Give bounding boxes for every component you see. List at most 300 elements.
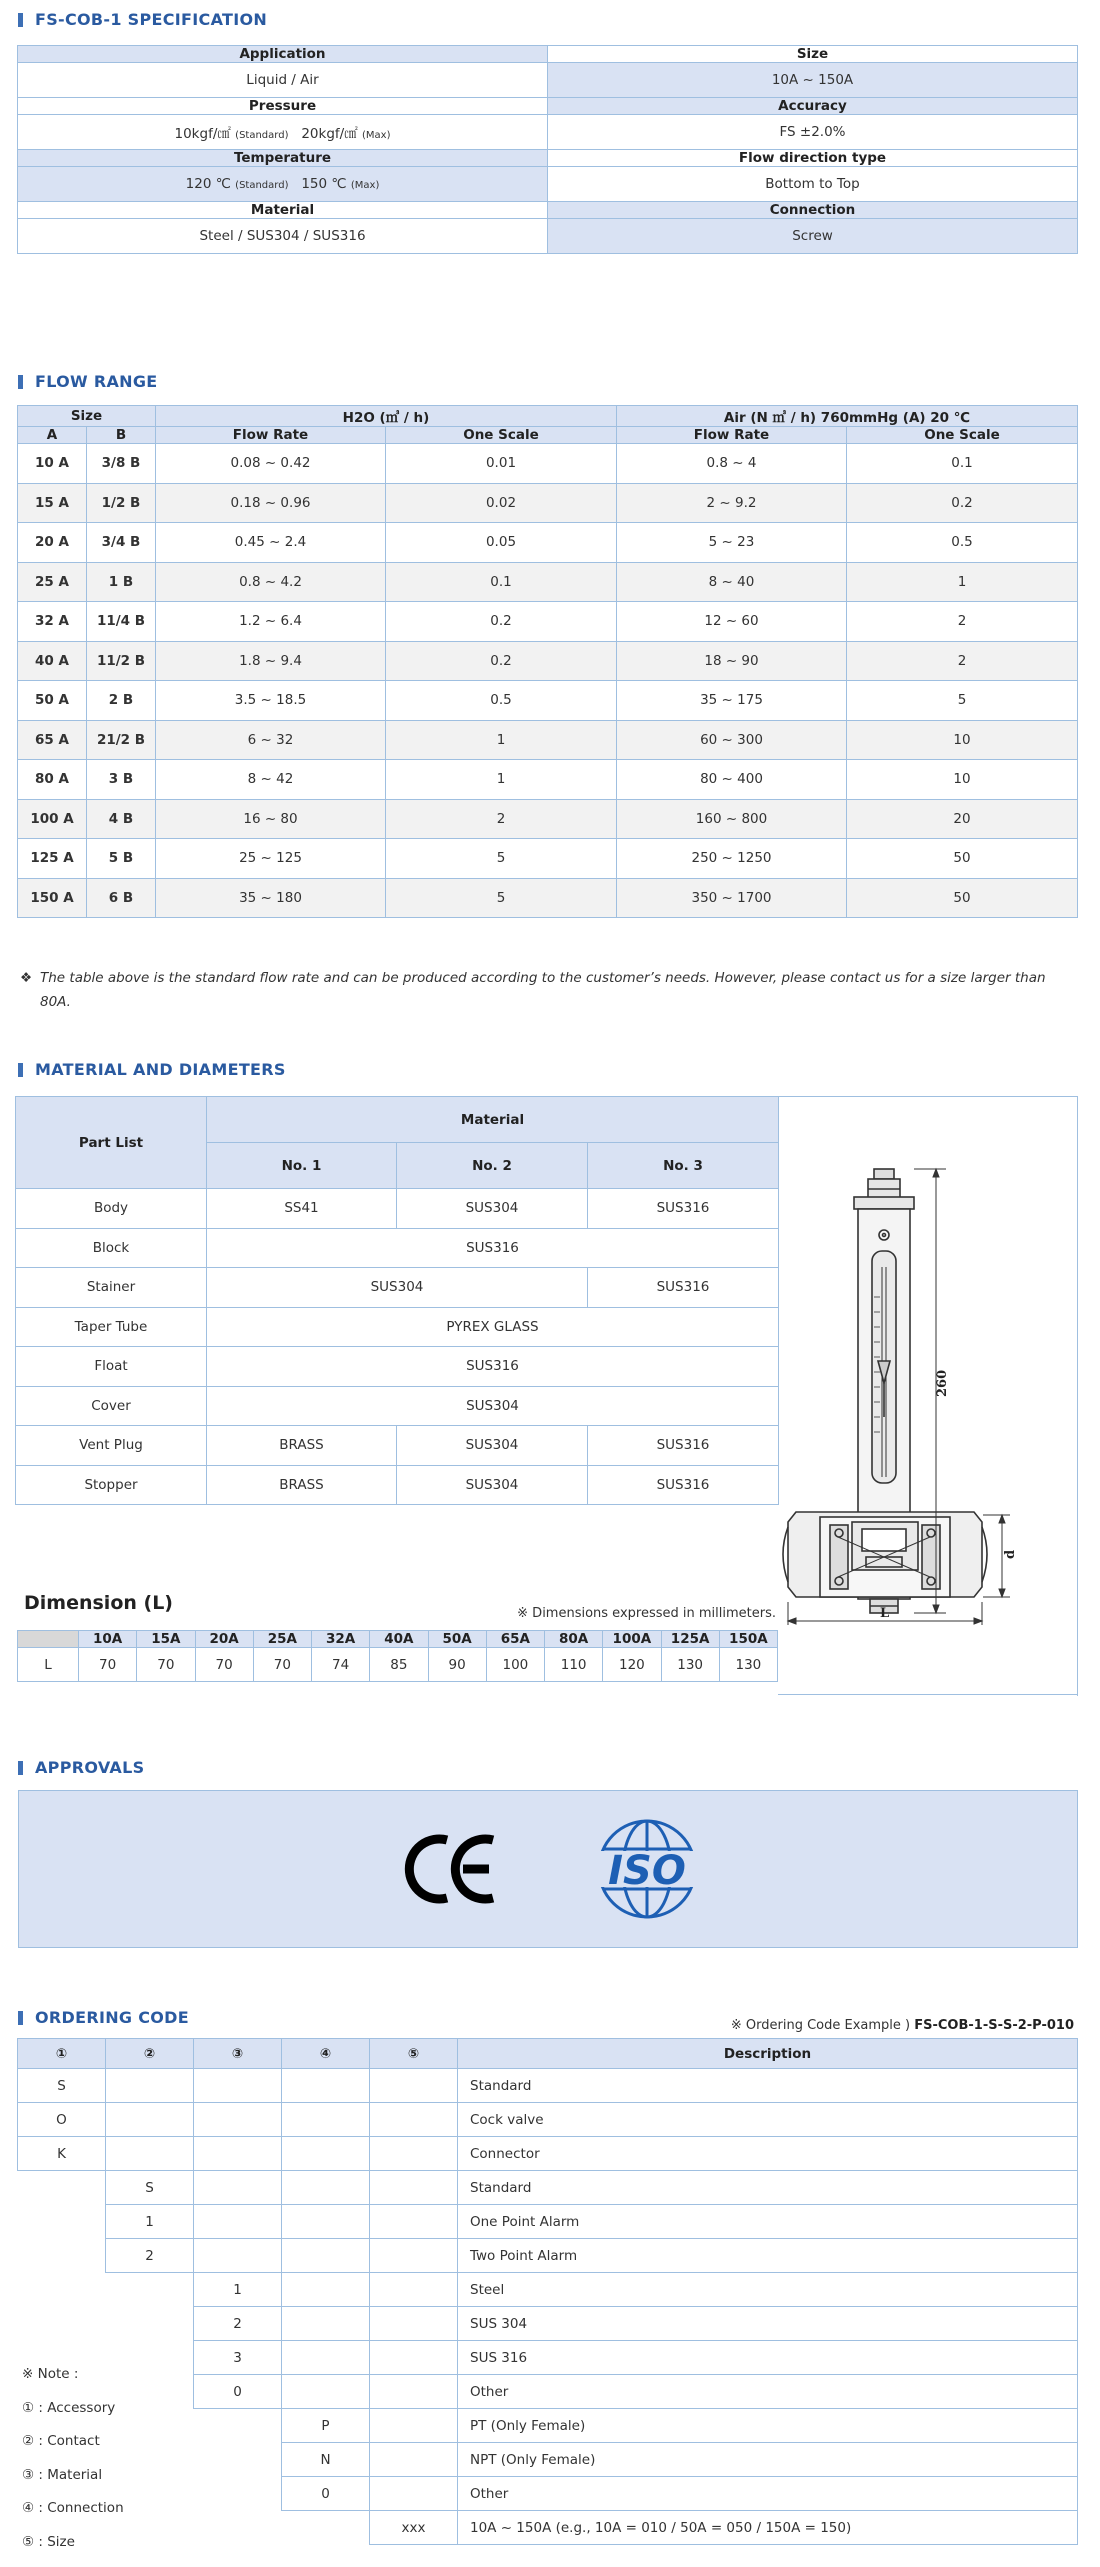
ord-empty	[18, 2239, 106, 2273]
note-text: The table above is the standard flow rate and can be produced according to the customer’s needs. However, please contact us for a size larger than 80A.	[40, 970, 1046, 1010]
spec-value: Liquid / Air	[18, 63, 548, 98]
ord-empty	[194, 2205, 282, 2239]
flow-cell: 0.2	[386, 641, 617, 681]
approval-logos	[19, 1791, 1079, 1949]
ord-empty	[194, 2069, 282, 2103]
note-item: ③ : Material	[22, 2466, 103, 2483]
ord-desc: Connector	[458, 2137, 1078, 2171]
flow-title-text: FLOW RANGE	[35, 372, 158, 391]
ord-empty	[370, 2273, 458, 2307]
ord-empty	[370, 2443, 458, 2477]
ord-desc: Steel	[458, 2273, 1078, 2307]
section-title-ordering	[18, 2008, 189, 2027]
value-sub: (Max)	[362, 130, 391, 141]
mat-h-no1: No. 1	[207, 1143, 397, 1189]
ord-desc: Cock valve	[458, 2103, 1078, 2137]
flow-cell: 10 A	[18, 444, 87, 484]
mat-part: Taper Tube	[16, 1307, 207, 1347]
ord-empty	[18, 2171, 106, 2205]
flow-cell: 0.05	[386, 523, 617, 563]
flow-row	[18, 760, 1078, 800]
ord-empty	[282, 2239, 370, 2273]
flow-cell: 100 A	[18, 799, 87, 839]
ord-desc: PT (Only Female)	[458, 2409, 1078, 2443]
ordering-row	[18, 2341, 1078, 2375]
ord-code: 0	[194, 2375, 282, 2409]
flow-cell: 40 A	[18, 641, 87, 681]
section-title-flow	[18, 372, 158, 391]
flow-cell: 1	[386, 760, 617, 800]
ordering-row	[18, 2477, 1078, 2511]
flow-h-scale: One Scale	[847, 427, 1078, 444]
ordering-row	[18, 2137, 1078, 2171]
ord-empty	[282, 2205, 370, 2239]
flow-row	[18, 523, 1078, 563]
flow-cell: 0.1	[386, 562, 617, 602]
ordering-row	[18, 2443, 1078, 2477]
spec-value: FS ±2.0%	[548, 115, 1078, 150]
ord-code: 3	[194, 2341, 282, 2375]
mat-cell: SUS316	[207, 1347, 779, 1387]
flow-cell: 4 B	[87, 799, 156, 839]
flow-cell: 5	[386, 839, 617, 879]
ord-empty	[282, 2307, 370, 2341]
ord-code: xxx	[370, 2511, 458, 2545]
mat-cell: SUS304	[397, 1426, 588, 1466]
flow-cell: 8 ~ 42	[156, 760, 386, 800]
flow-row	[18, 483, 1078, 523]
ord-empty	[194, 2171, 282, 2205]
flow-cell: 0.5	[847, 523, 1078, 563]
dim-corner	[18, 1631, 79, 1648]
ordering-title-text: ORDERING CODE	[35, 2008, 189, 2027]
flow-row	[18, 839, 1078, 879]
iso-logo-icon	[589, 1821, 705, 1917]
ordering-row	[18, 2273, 1078, 2307]
material-table	[15, 1096, 779, 1505]
example-prefix: ※ Ordering Code Example )	[730, 2018, 915, 2033]
ord-desc: 10A ~ 150A (e.g., 10A = 010 / 50A = 050 / 150A = 150)	[458, 2511, 1078, 2545]
mat-cell: SUS304	[207, 1386, 779, 1426]
spec-label: Size	[548, 46, 1078, 63]
mat-part: Cover	[16, 1386, 207, 1426]
value-sub: (Max)	[350, 180, 380, 191]
flow-cell: 25 ~ 125	[156, 839, 386, 879]
ord-code: S	[106, 2171, 194, 2205]
ord-empty	[18, 2273, 106, 2307]
mat-part: Stainer	[16, 1268, 207, 1308]
ordering-row	[18, 2069, 1078, 2103]
ordering-row	[18, 2239, 1078, 2273]
note-item: ① : Accessory	[22, 2399, 116, 2416]
flow-cell: 21/2 B	[87, 720, 156, 760]
flow-cell: 0.5	[386, 681, 617, 721]
dim-value: 90	[428, 1648, 486, 1682]
spec-value-temperature	[18, 167, 548, 202]
dim-value: 120	[603, 1648, 661, 1682]
flow-cell: 150 A	[18, 878, 87, 918]
flow-cell: 6 B	[87, 878, 156, 918]
dim-size: 15A	[137, 1631, 195, 1648]
mat-part: Stopper	[16, 1465, 207, 1505]
ord-empty	[194, 2103, 282, 2137]
flow-cell: 5	[847, 681, 1078, 721]
flow-h-b: B	[87, 427, 156, 444]
flow-cell: 65 A	[18, 720, 87, 760]
flowmeter-drawing	[778, 1097, 1078, 1697]
ord-desc: Other	[458, 2477, 1078, 2511]
ord-empty	[282, 2103, 370, 2137]
mat-part: Float	[16, 1347, 207, 1387]
flow-cell: 20	[847, 799, 1078, 839]
ord-empty	[282, 2273, 370, 2307]
mat-cell: SUS304	[207, 1268, 588, 1308]
ord-desc: SUS 304	[458, 2307, 1078, 2341]
note-item: ② : Contact	[22, 2433, 100, 2449]
flow-h-air: Air (N ㎥ / h) 760mmHg (A) 20 ℃	[617, 406, 1078, 427]
flow-cell: 16 ~ 80	[156, 799, 386, 839]
flow-cell: 1.2 ~ 6.4	[156, 602, 386, 642]
flow-cell: 160 ~ 800	[617, 799, 847, 839]
ord-empty	[106, 2307, 194, 2341]
ord-empty	[106, 2069, 194, 2103]
spec-value: Bottom to Top	[548, 167, 1078, 202]
mat-cell: SUS304	[397, 1189, 588, 1229]
value-sub: (Standard)	[235, 130, 289, 141]
mat-h-material: Material	[207, 1097, 779, 1143]
dim-size: 20A	[195, 1631, 253, 1648]
ord-empty	[106, 2273, 194, 2307]
flow-cell: 1	[386, 720, 617, 760]
ordering-row	[18, 2103, 1078, 2137]
flow-cell: 50	[847, 878, 1078, 918]
flow-cell: 3 B	[87, 760, 156, 800]
spec-label: Flow direction type	[548, 150, 1078, 167]
ord-empty	[194, 2477, 282, 2511]
flow-cell: 50	[847, 839, 1078, 879]
flow-row	[18, 720, 1078, 760]
flow-cell: 10	[847, 720, 1078, 760]
flow-row	[18, 799, 1078, 839]
spec-value: 10A ~ 150A	[548, 63, 1078, 98]
mat-cell: SUS316	[588, 1465, 779, 1505]
flow-cell: 350 ~ 1700	[617, 878, 847, 918]
flow-cell: 35 ~ 175	[617, 681, 847, 721]
spec-label: Material	[18, 202, 548, 219]
dim-value: 100	[486, 1648, 544, 1682]
mat-cell: BRASS	[207, 1465, 397, 1505]
dim-value: 70	[253, 1648, 311, 1682]
ord-desc: Standard	[458, 2069, 1078, 2103]
ce-mark-icon	[409, 1839, 493, 1899]
ord-empty	[194, 2511, 282, 2545]
dim-value: 70	[137, 1648, 195, 1682]
mat-part: Block	[16, 1228, 207, 1268]
section-bar	[18, 1761, 23, 1775]
dim-size: 32A	[312, 1631, 370, 1648]
ord-empty	[370, 2137, 458, 2171]
dimension-note: ※ Dimensions expressed in millimeters.	[517, 1606, 776, 1621]
value-sub: (Standard)	[235, 180, 289, 191]
mat-cell: SS41	[207, 1189, 397, 1229]
section-title-spec	[18, 10, 267, 29]
ord-empty	[18, 2205, 106, 2239]
ordering-row	[18, 2375, 1078, 2409]
dimension-title: Dimension (L)	[24, 1592, 173, 1614]
dim-value: 130	[661, 1648, 719, 1682]
ord-h1: ①	[18, 2039, 106, 2069]
flow-cell: 18 ~ 90	[617, 641, 847, 681]
flow-row	[18, 681, 1078, 721]
ord-empty	[282, 2511, 370, 2545]
dim-value: 70	[79, 1648, 137, 1682]
flow-cell: 80 A	[18, 760, 87, 800]
example-code: FS-COB-1-S-S-2-P-010	[914, 2018, 1074, 2033]
flow-h-rate: Flow Rate	[617, 427, 847, 444]
ord-h5: ⑤	[370, 2039, 458, 2069]
flow-cell: 2	[386, 799, 617, 839]
section-title-material	[18, 1060, 286, 1079]
flow-cell: 5 ~ 23	[617, 523, 847, 563]
ord-empty	[370, 2171, 458, 2205]
flow-cell: 0.01	[386, 444, 617, 484]
flow-cell: 3/4 B	[87, 523, 156, 563]
mat-part: Body	[16, 1189, 207, 1229]
ordering-row	[18, 2409, 1078, 2443]
flow-row	[18, 878, 1078, 918]
ord-h3: ③	[194, 2039, 282, 2069]
dimension-table	[17, 1630, 778, 1682]
flow-cell: 0.8 ~ 4.2	[156, 562, 386, 602]
ord-code: 1	[106, 2205, 194, 2239]
flow-cell: 0.8 ~ 4	[617, 444, 847, 484]
flow-cell: 0.08 ~ 0.42	[156, 444, 386, 484]
ordering-table	[17, 2038, 1078, 2545]
dim-size: 65A	[486, 1631, 544, 1648]
ord-empty	[370, 2477, 458, 2511]
mat-cell: BRASS	[207, 1426, 397, 1466]
spec-value-pressure	[18, 115, 548, 150]
flow-cell: 10	[847, 760, 1078, 800]
mat-cell: SUS304	[397, 1465, 588, 1505]
dim-d-label: d	[1003, 1549, 1018, 1559]
dim-size: 80A	[545, 1631, 603, 1648]
flow-row	[18, 562, 1078, 602]
mat-cell: SUS316	[588, 1189, 779, 1229]
flow-cell: 11/4 B	[87, 602, 156, 642]
spec-table	[17, 45, 1078, 254]
ord-empty	[370, 2069, 458, 2103]
section-bar	[18, 375, 23, 389]
ord-desc: SUS 316	[458, 2341, 1078, 2375]
ord-code: O	[18, 2103, 106, 2137]
iso-text: ISO	[608, 1848, 686, 1894]
flow-cell: 32 A	[18, 602, 87, 642]
dim-value: 85	[370, 1648, 428, 1682]
flow-h-scale: One Scale	[386, 427, 617, 444]
flow-cell: 0.18 ~ 0.96	[156, 483, 386, 523]
flow-h-h2o: H2O (㎥ / h)	[156, 406, 617, 427]
flow-cell: 6 ~ 32	[156, 720, 386, 760]
dim-row-label: L	[18, 1648, 79, 1682]
flow-note	[20, 966, 1080, 1014]
dim-260-label: 260	[935, 1369, 950, 1397]
flow-cell: 3.5 ~ 18.5	[156, 681, 386, 721]
mat-part: Vent Plug	[16, 1426, 207, 1466]
dim-size: 10A	[79, 1631, 137, 1648]
ordering-row	[18, 2307, 1078, 2341]
section-bar	[18, 2011, 23, 2025]
ordering-row	[18, 2205, 1078, 2239]
ord-desc: Two Point Alarm	[458, 2239, 1078, 2273]
note-item: ⑤ : Size	[22, 2533, 75, 2550]
flow-cell: 0.1	[847, 444, 1078, 484]
ord-code: N	[282, 2443, 370, 2477]
ord-code: 2	[194, 2307, 282, 2341]
ord-empty	[370, 2205, 458, 2239]
dim-value: 70	[195, 1648, 253, 1682]
ord-h2: ②	[106, 2039, 194, 2069]
ord-empty	[370, 2239, 458, 2273]
ord-code: K	[18, 2137, 106, 2171]
material-title-text: MATERIAL AND DIAMETERS	[35, 1060, 286, 1079]
approvals-panel	[18, 1790, 1078, 1948]
spec-label: Connection	[548, 202, 1078, 219]
spec-label: Accuracy	[548, 98, 1078, 115]
flow-cell: 50 A	[18, 681, 87, 721]
ord-code: P	[282, 2409, 370, 2443]
mat-cell: SUS316	[588, 1426, 779, 1466]
flow-cell: 60 ~ 300	[617, 720, 847, 760]
value: 20kgf/㎠	[301, 126, 358, 142]
ordering-example	[731, 2018, 1074, 2033]
flow-cell: 2 B	[87, 681, 156, 721]
flow-h-size: Size	[18, 406, 156, 427]
dim-size: 40A	[370, 1631, 428, 1648]
flow-cell: 3/8 B	[87, 444, 156, 484]
flow-row	[18, 641, 1078, 681]
dim-value: 74	[312, 1648, 370, 1682]
notes-title: ※ Note :	[22, 2366, 79, 2382]
flow-row	[18, 444, 1078, 484]
mat-h-part: Part List	[16, 1097, 207, 1189]
ord-h4: ④	[282, 2039, 370, 2069]
flow-h-rate: Flow Rate	[156, 427, 386, 444]
dim-size: 25A	[253, 1631, 311, 1648]
dim-l-label: L	[880, 1606, 890, 1621]
flow-cell: 80 ~ 400	[617, 760, 847, 800]
mat-cell: PYREX GLASS	[207, 1307, 779, 1347]
spec-label: Pressure	[18, 98, 548, 115]
flow-cell: 0.2	[847, 483, 1078, 523]
dim-value: 130	[719, 1648, 777, 1682]
ord-empty	[106, 2103, 194, 2137]
flow-cell: 8 ~ 40	[617, 562, 847, 602]
spec-title-text: FS-COB-1 SPECIFICATION	[35, 10, 268, 29]
ord-empty	[194, 2239, 282, 2273]
flowmeter-diagram	[778, 1096, 1078, 1696]
ord-empty	[18, 2307, 106, 2341]
ord-code: 2	[106, 2239, 194, 2273]
note-item: ④ : Connection	[22, 2500, 124, 2516]
ord-empty	[194, 2137, 282, 2171]
spec-value: Screw	[548, 219, 1078, 254]
flow-cell: 0.02	[386, 483, 617, 523]
flow-cell: 11/2 B	[87, 641, 156, 681]
spec-label: Temperature	[18, 150, 548, 167]
ord-code: S	[18, 2069, 106, 2103]
value: 10kgf/㎠	[174, 126, 231, 142]
flow-range-table	[17, 405, 1078, 918]
flow-cell: 1/2 B	[87, 483, 156, 523]
flow-row	[18, 602, 1078, 642]
flow-cell: 15 A	[18, 483, 87, 523]
ord-desc: Standard	[458, 2171, 1078, 2205]
flow-h-a: A	[18, 427, 87, 444]
flow-cell: 20 A	[18, 523, 87, 563]
ord-empty	[282, 2137, 370, 2171]
approvals-title-text: APPROVALS	[35, 1758, 145, 1777]
dim-size: 150A	[719, 1631, 777, 1648]
ord-empty	[370, 2103, 458, 2137]
section-bar	[18, 1063, 23, 1077]
flow-cell: 35 ~ 180	[156, 878, 386, 918]
ord-empty	[282, 2069, 370, 2103]
dim-value: 110	[545, 1648, 603, 1682]
ord-code: 1	[194, 2273, 282, 2307]
flow-cell: 12 ~ 60	[617, 602, 847, 642]
ord-empty	[194, 2443, 282, 2477]
mat-cell: SUS316	[588, 1268, 779, 1308]
ord-empty	[282, 2341, 370, 2375]
spec-value: Steel / SUS304 / SUS316	[18, 219, 548, 254]
flow-cell: 125 A	[18, 839, 87, 879]
ord-empty	[106, 2137, 194, 2171]
ord-code: 0	[282, 2477, 370, 2511]
flow-cell: 2	[847, 602, 1078, 642]
ord-empty	[370, 2409, 458, 2443]
ord-h-desc: Description	[458, 2039, 1078, 2069]
flow-cell: 250 ~ 1250	[617, 839, 847, 879]
ord-empty	[282, 2171, 370, 2205]
ord-desc: NPT (Only Female)	[458, 2443, 1078, 2477]
flow-cell: 1 B	[87, 562, 156, 602]
flow-cell: 5	[386, 878, 617, 918]
section-bar	[18, 13, 23, 27]
mat-h-no3: No. 3	[588, 1143, 779, 1189]
ord-empty	[370, 2341, 458, 2375]
flow-cell: 2	[847, 641, 1078, 681]
ord-empty	[194, 2409, 282, 2443]
mat-h-no2: No. 2	[397, 1143, 588, 1189]
value: 120 ℃	[185, 176, 231, 192]
flow-cell: 0.2	[386, 602, 617, 642]
ord-desc: One Point Alarm	[458, 2205, 1078, 2239]
flow-cell: 5 B	[87, 839, 156, 879]
dim-size: 50A	[428, 1631, 486, 1648]
dim-size: 125A	[661, 1631, 719, 1648]
diagram-frame-bottom	[778, 1694, 1078, 1695]
ordering-notes	[22, 2358, 124, 2559]
value: 150 ℃	[301, 176, 347, 192]
ord-empty	[370, 2307, 458, 2341]
ordering-row	[18, 2511, 1078, 2545]
ordering-row	[18, 2171, 1078, 2205]
dim-size: 100A	[603, 1631, 661, 1648]
flow-cell: 1.8 ~ 9.4	[156, 641, 386, 681]
flow-cell: 2 ~ 9.2	[617, 483, 847, 523]
flow-cell: 1	[847, 562, 1078, 602]
